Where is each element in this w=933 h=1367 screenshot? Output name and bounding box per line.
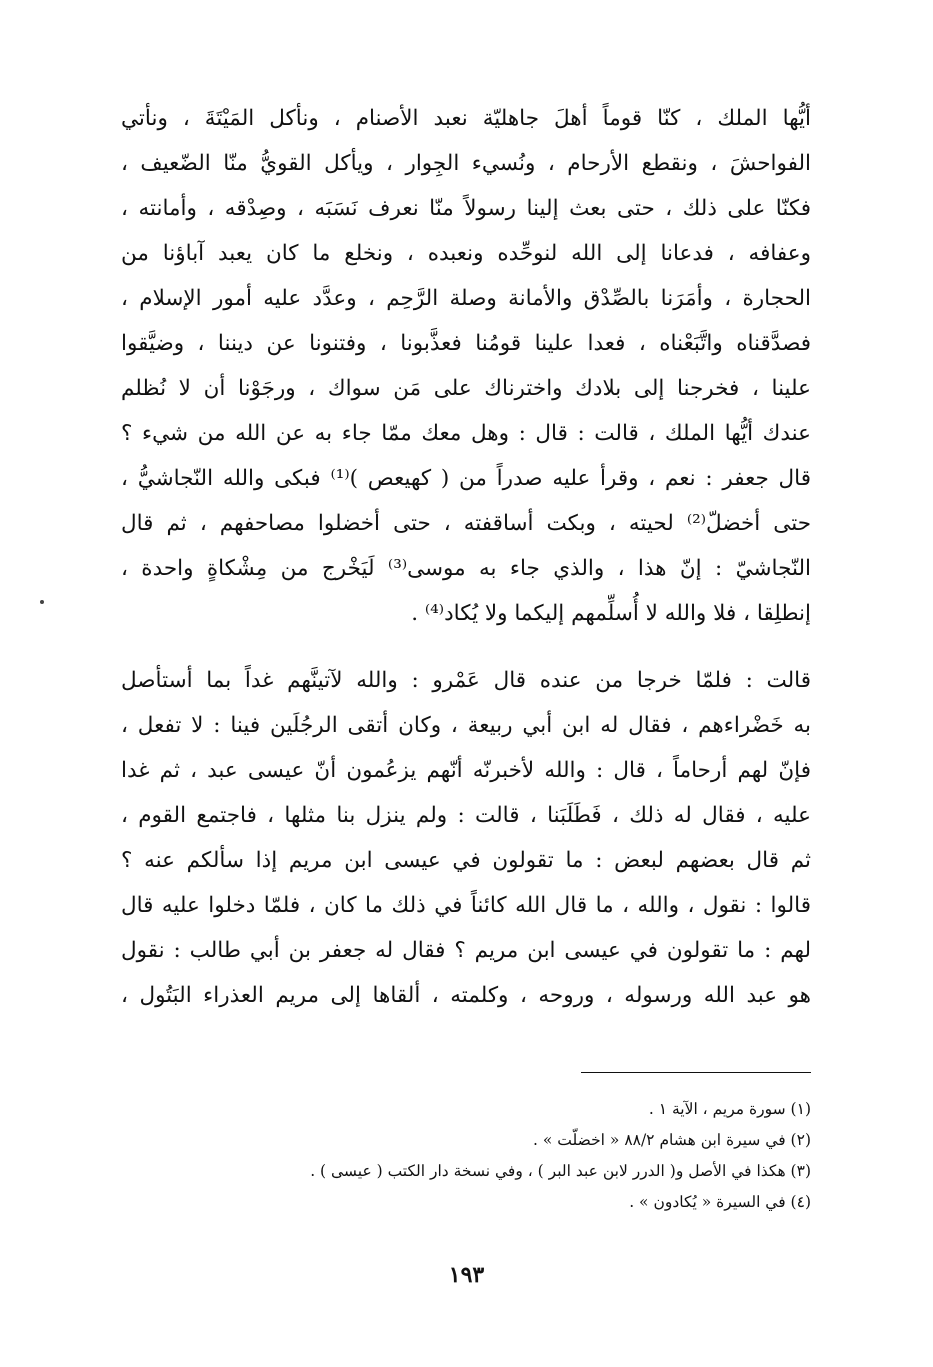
paragraph-2 — [121, 658, 811, 1018]
text-line: عندك أيُّها الملك ، قالت : قال : وهل معك ممّا جاء به عن الله من شيء ؟ — [121, 421, 811, 446]
text-line: إنطلِقا ، فلا والله لا أُسلِّمهم إليكما ولا يُكاد⁽⁴⁾ . — [411, 601, 811, 626]
text-line: النّجاشيّ : إنّ هذا ، والذي جاء به موسى⁽³⁾ لَيَخْرج من مِشْكاةٍ واحدة ، — [121, 556, 811, 581]
text-line: الحجارة ، وأمَرَنا بالصِّدْق والأمانة وصلة الرَّحِم ، وعدَّد عليه أمور الإسلام ، — [121, 286, 811, 311]
text-line: عليه ، فقال له ذلك ، فَطَلَبَنا ، قالت : ولم ينزل بنا مثلها ، فاجتمع القوم ، — [121, 803, 811, 828]
footnote-3: (٣) هكذا في الأصل و( الدرر لابن عبد البر ) ، وفي نسخة دار الكتب ( عيسى ) . — [310, 1162, 811, 1180]
footnotes — [121, 1094, 811, 1218]
footnote-1: (١) سورة مريم ، الآية ١ . — [648, 1100, 811, 1118]
footnote-2: (٢) في سيرة ابن هشام ٨٨/٢ « اخضلّت » . — [533, 1131, 811, 1149]
footnote-4: (٤) في السيرة « يُكادون » . — [629, 1193, 811, 1211]
text-line: ثم قال بعضهم لبعض : ما تقولون في عيسى ابن مريم إذا سألكم عنه ؟ — [121, 848, 811, 873]
text-line: حتى أخضلّ⁽²⁾ لحيته ، وبكت أساقفته ، حتى أخضلوا مصاحفهم ، ثم قال — [121, 511, 811, 536]
text-line: فإنّ لهم أرحاماً ، قال : والله لأخبرنّه أنّهم يزعُمون أنّ عيسى عبد ، ثم غدا — [121, 758, 811, 783]
text-line: فصدَّقناه واتَّبَعْناه ، فعدا علينا قومُنا فعذَّبونا ، وفتنونا عن ديننا ، وضيَّقوا — [121, 331, 811, 356]
text-line: هو عبد الله ورسوله ، وروحه ، وكلمته ، ألقاها إلى مريم العذراء البَتُول ، — [121, 983, 811, 1008]
text-line: الفواحشَ ، ونقطع الأرحام ، ونُسيء الجِوار ، ويأكل القويُّ منّا الضّعيف ، — [121, 151, 811, 176]
footnote-divider — [581, 1072, 811, 1073]
text-line: أيُّها الملك ، كنّا قوماً أهلَ جاهليّة نعبد الأصنام ، ونأكل المَيْتَةَ ، ونأتي — [121, 106, 811, 131]
text-line: قالت : فلمّا خرجا من عنده قال عَمْرو : والله لآتينَّهم غداً بما أستأصل — [121, 668, 811, 693]
text-line: علينا ، فخرجنا إلى بلادك واخترناك على مَن سواك ، ورجَوْنا أن لا نُظلم — [121, 376, 811, 401]
text-line: قال جعفر : نعم ، وقرأ عليه صدراً من ( كهيعص )⁽¹⁾ فبكى والله النّجاشيُّ ، — [121, 466, 811, 491]
text-line: فكنّا على ذلك ، حتى بعث إلينا رسولاً منّا نعرف نَسَبَه ، وصِدْقه ، وأمانته ، — [121, 196, 811, 221]
main-text — [121, 96, 811, 1018]
page-number: ١٩٣ — [448, 1262, 485, 1288]
text-line: وعفافه ، فدعانا إلى الله لنوحِّده ونعبده ، ونخلع ما كان يعبد آباؤنا من — [121, 241, 811, 266]
text-line: به خَضْراءهم ، فقال له ابن أبي ربيعة ، وكان أتقى الرجُلَين فينا : لا تفعل ، — [121, 713, 811, 738]
paragraph-1 — [121, 96, 811, 636]
text-line: لهم : ما تقولون في عيسى ابن مريم ؟ فقال له جعفر بن أبي طالب : نقول — [121, 938, 811, 963]
text-line: قالوا : نقول ، والله ، ما قال الله كائناً في ذلك ما كان ، فلمّا دخلوا عليه قال — [121, 893, 811, 918]
margin-mark — [40, 600, 44, 604]
